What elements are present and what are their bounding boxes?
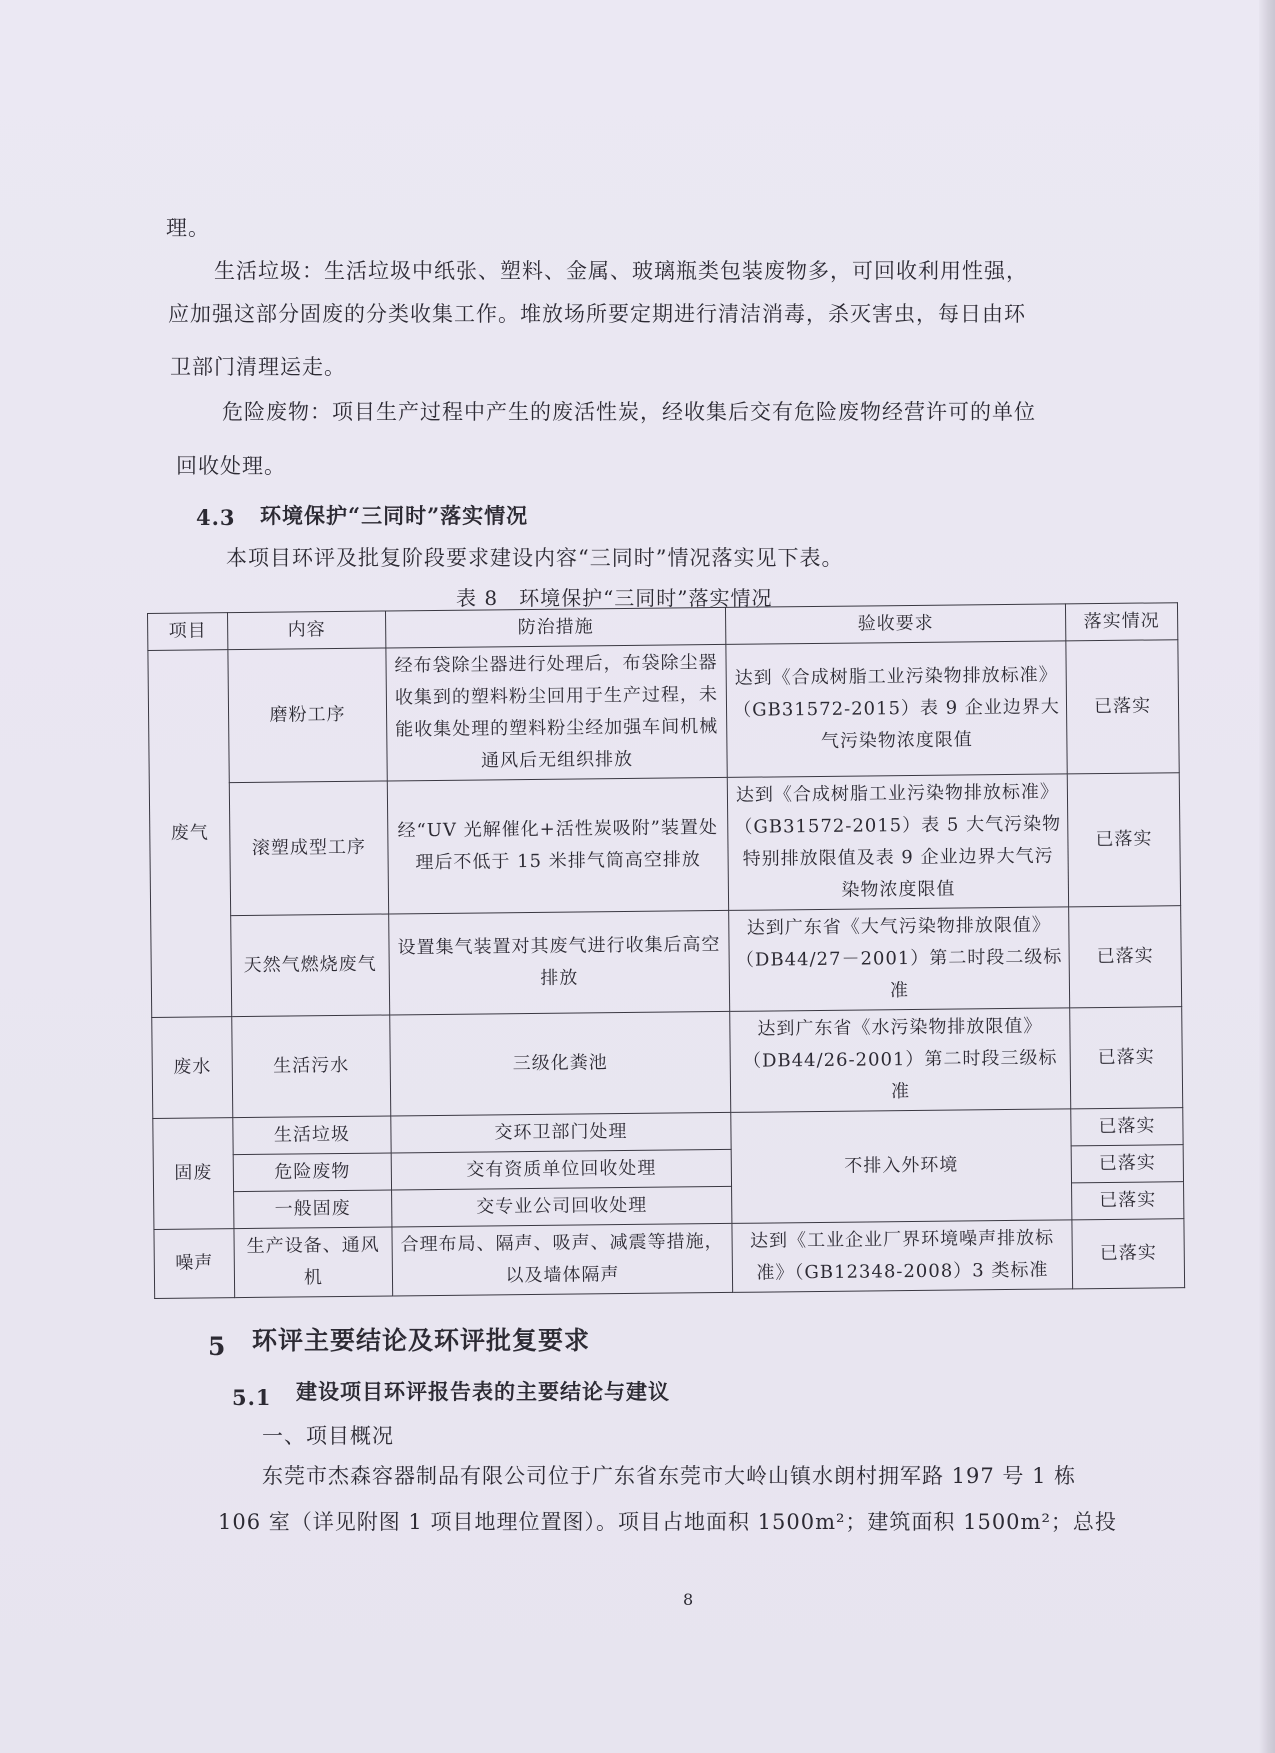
status-cell: 已落实 <box>1067 773 1180 907</box>
three-simultaneous-table <box>147 602 1185 1299</box>
section-4-3-number: 4.3 <box>196 505 236 530</box>
paragraph-line: 东莞市杰森容器制品有限公司位于广东省东莞市大岭山镇水朗村拥军路 197 号 1 栋 <box>262 1464 1077 1488</box>
paragraph-line: 106 室（详见附图 1 项目地理位置图）。项目占地面积 1500m²；建筑面积 1500m²；总投 <box>218 1510 1117 1534</box>
content-cell: 一般固废 <box>234 1190 392 1229</box>
content-cell: 天然气燃烧废气 <box>231 914 390 1017</box>
requirement-cell: 达到《合成树脂工业污染物排放标准》（GB31572-2015）表 9 企业边界大气污染物浓度限值 <box>726 641 1067 778</box>
paragraph-line: 卫部门清理运走。 <box>170 355 346 379</box>
status-cell: 已落实 <box>1072 1219 1185 1289</box>
section-4-3-intro: 本项目环评及批复阶段要求建设内容“三同时”情况落实见下表。 <box>226 546 844 570</box>
requirement-cell: 达到《工业企业厂界环境噪声排放标准》（GB12348-2008）3 类标准 <box>732 1220 1073 1293</box>
measure-cell: 交有资质单位回收处理 <box>391 1149 731 1190</box>
paragraph-line: 理。 <box>166 216 210 240</box>
subheading: 一、项目概况 <box>262 1424 394 1448</box>
content-cell: 生产设备、通风机 <box>234 1227 393 1298</box>
measure-cell: 设置集气装置对其废气进行收集后高空排放 <box>389 910 730 1015</box>
scan-edge <box>1259 0 1275 1753</box>
table-row <box>151 906 1182 1018</box>
measure-cell: 经布袋除尘器进行处理后，布袋除尘器收集到的塑料粉尘回用于生产过程，未能收集处理的塑料粉尘经加强车间机械通风后无组织排放 <box>386 644 727 781</box>
category-cell: 废气 <box>148 650 232 1018</box>
section-5-number: 5 <box>208 1332 227 1361</box>
header-cell: 内容 <box>228 611 386 650</box>
requirement-cell: 不排入外环境 <box>731 1109 1072 1224</box>
measure-cell: 经“UV 光解催化+活性炭吸附”装置处理后不低于 15 米排气筒高空排放 <box>387 777 728 914</box>
table-row <box>154 1219 1185 1299</box>
paragraph-line: 危险废物：项目生产过程中产生的废活性炭，经收集后交有危险废物经营许可的单位 <box>222 400 1036 424</box>
table-row <box>148 640 1179 784</box>
measure-cell: 交环卫部门处理 <box>391 1112 731 1153</box>
category-cell: 废水 <box>152 1017 233 1119</box>
measure-cell: 合理布局、隔声、吸声、减震等措施，以及墙体隔声 <box>392 1223 733 1296</box>
section-5-1-number: 5.1 <box>232 1385 272 1410</box>
paragraph-line: 生活垃圾：生活垃圾中纸张、塑料、金属、玻璃瓶类包装废物多，可回收利用性强， <box>214 259 1028 283</box>
category-cell: 噪声 <box>154 1229 235 1299</box>
page-number: 8 <box>683 1590 694 1609</box>
header-cell: 落实情况 <box>1065 603 1177 641</box>
content-cell: 生活垃圾 <box>233 1116 391 1155</box>
header-cell: 防治措施 <box>385 607 725 648</box>
header-cell: 验收要求 <box>725 604 1065 645</box>
paragraph-line: 回收处理。 <box>176 454 286 478</box>
status-cell: 已落实 <box>1066 640 1179 774</box>
section-5-1-title: 建设项目环评报告表的主要结论与建议 <box>296 1379 670 1404</box>
content-cell: 磨粉工序 <box>228 648 387 783</box>
category-cell: 固废 <box>153 1118 234 1230</box>
content-cell: 生活污水 <box>232 1015 391 1118</box>
requirement-cell: 达到广东省《大气污染物排放限值》（DB44/27－2001）第二时段二级标准 <box>729 907 1070 1012</box>
status-cell: 已落实 <box>1072 1182 1184 1220</box>
measure-cell: 交专业公司回收处理 <box>392 1186 732 1227</box>
section-4-3-title: 环境保护“三同时”落实情况 <box>260 503 529 528</box>
measure-cell: 三级化粪池 <box>390 1011 731 1116</box>
table-row <box>149 773 1180 917</box>
header-cell: 项目 <box>148 613 228 651</box>
paragraph-line: 应加强这部分固废的分类收集工作。堆放场所要定期进行清洁消毒，杀灭害虫，每日由环 <box>168 302 1026 326</box>
requirement-cell: 达到《合成树脂工业污染物排放标准》（GB31572-2015）表 5 大气污染物特别排放限值及表 9 企业边界大气污染物浓度限值 <box>727 774 1068 911</box>
content-cell: 危险废物 <box>233 1153 391 1192</box>
status-cell: 已落实 <box>1071 1145 1183 1183</box>
status-cell: 已落实 <box>1070 1007 1183 1109</box>
status-cell: 已落实 <box>1071 1108 1183 1146</box>
table-row <box>152 1007 1183 1119</box>
section-5-title: 环评主要结论及环评批复要求 <box>252 1326 591 1355</box>
content-cell: 滚塑成型工序 <box>229 781 388 916</box>
status-cell: 已落实 <box>1069 906 1182 1008</box>
requirement-cell: 达到广东省《水污染物排放限值》（DB44/26-2001）第二时段三级标准 <box>730 1008 1071 1113</box>
table-caption: 表 8 环境保护“三同时”落实情况 <box>456 586 773 610</box>
